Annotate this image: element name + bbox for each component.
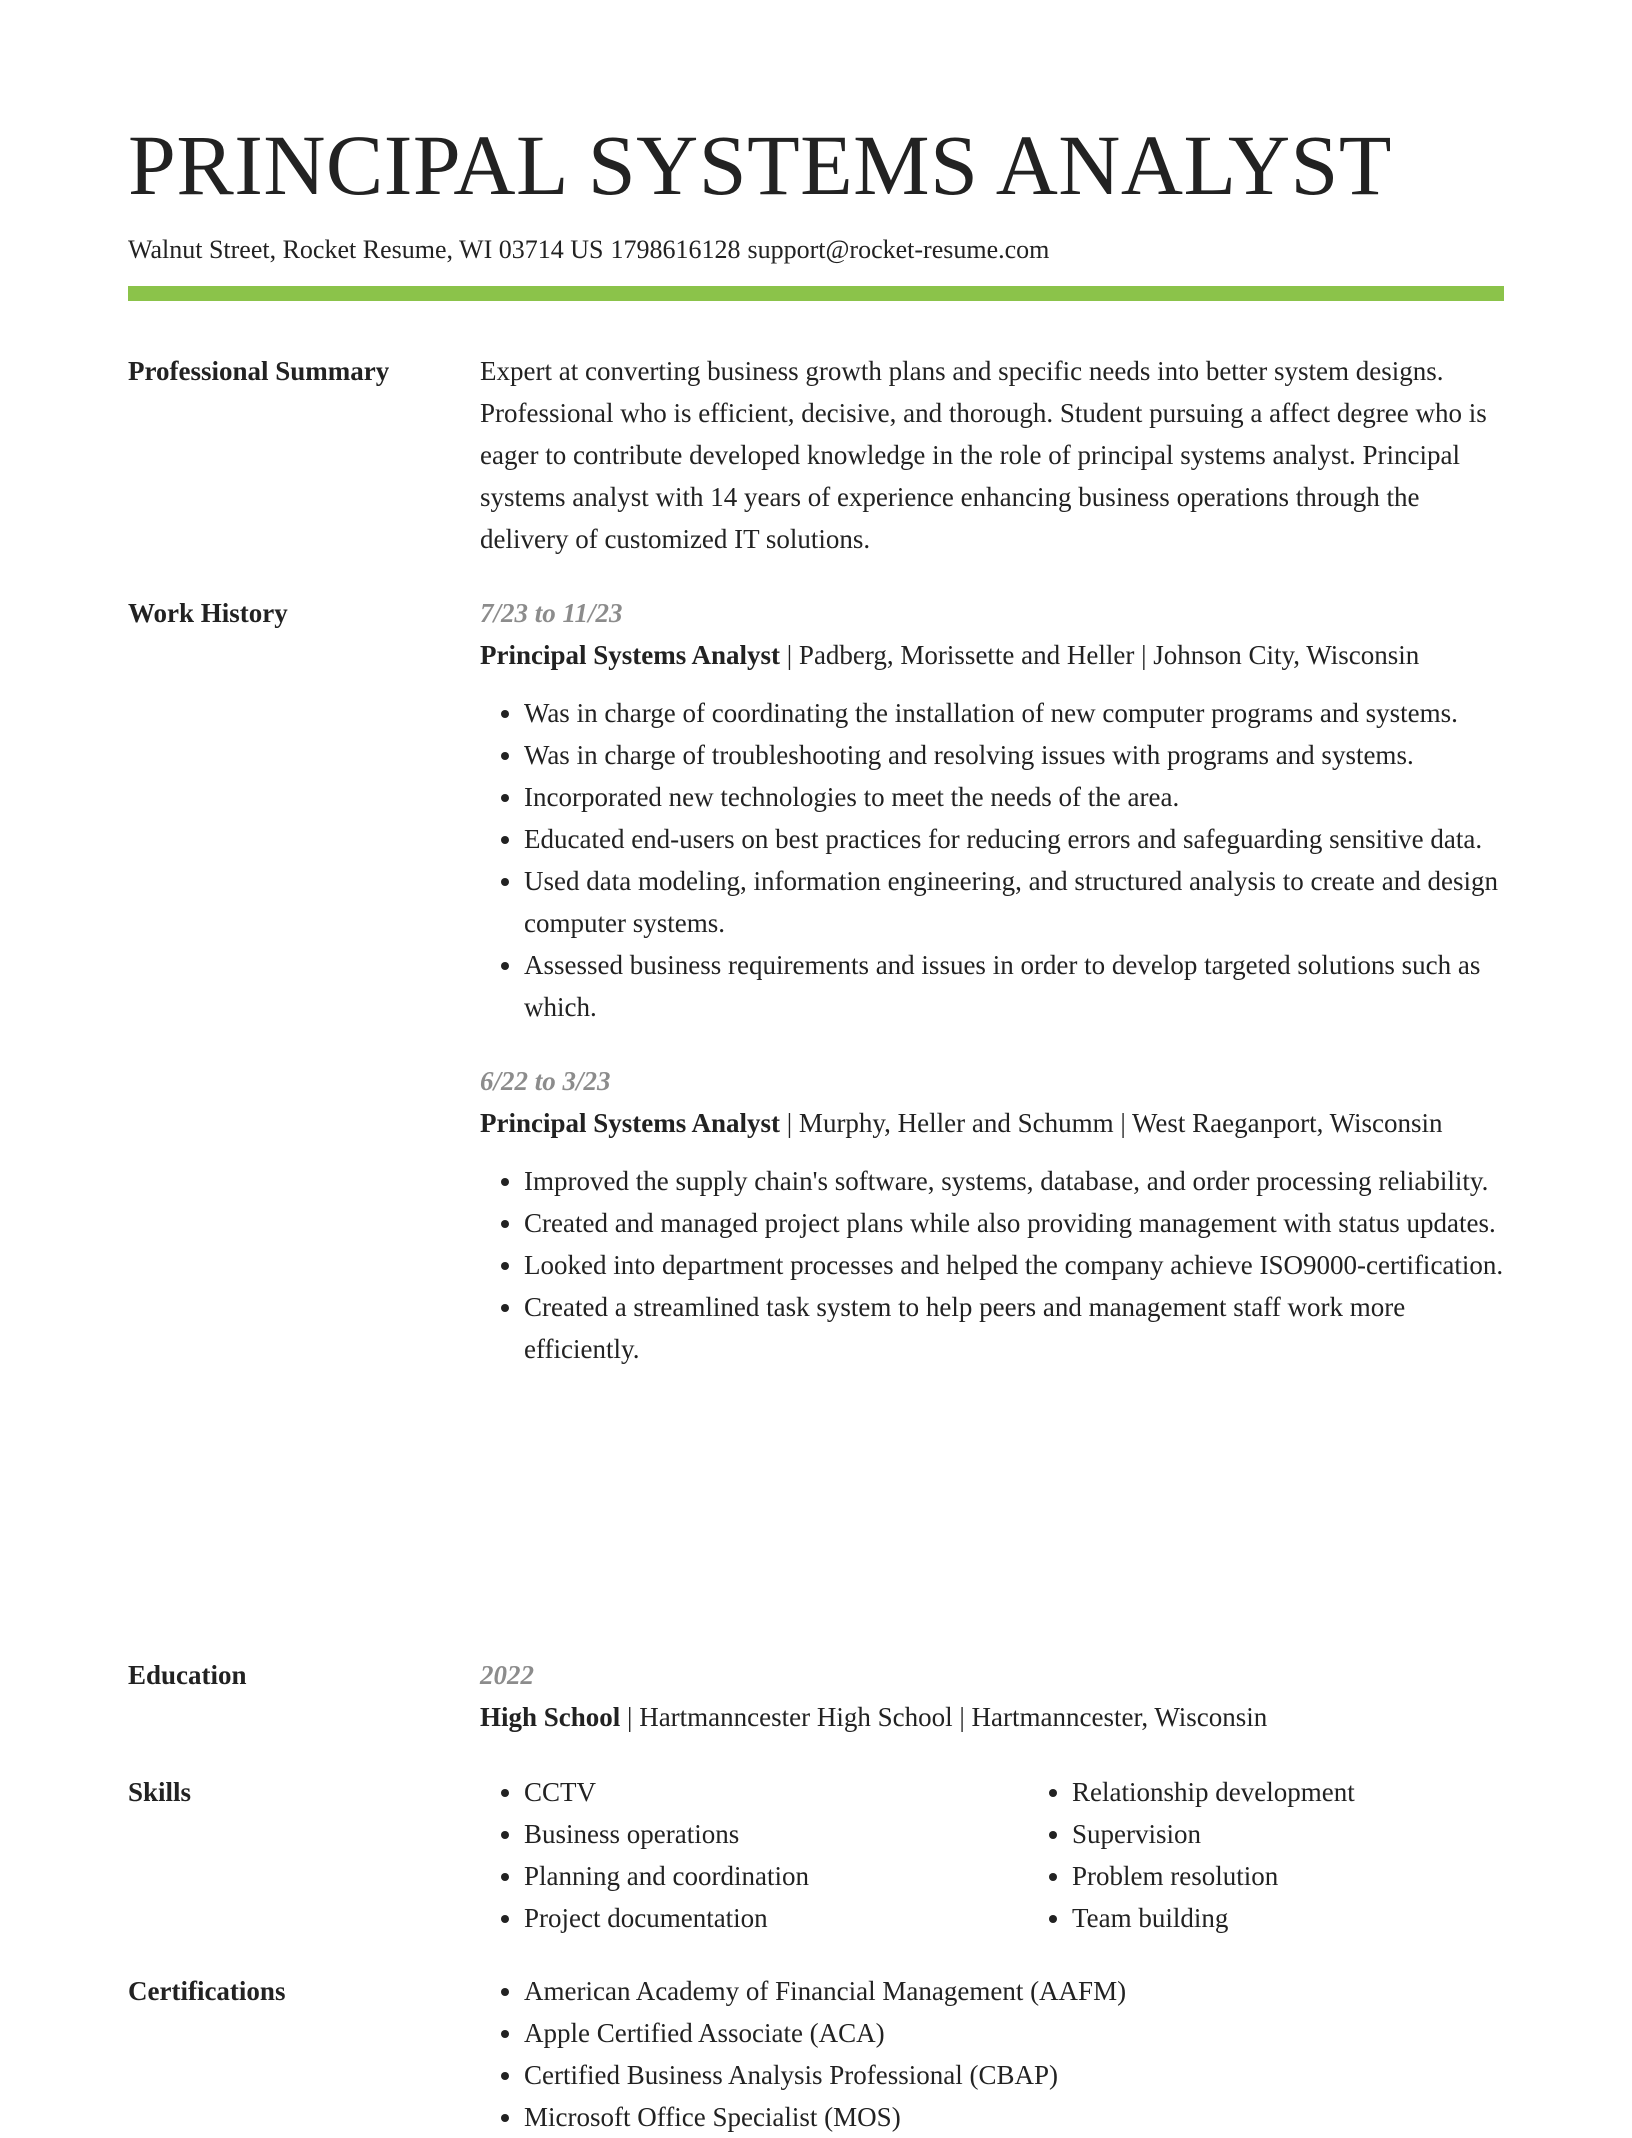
education-school-location: | Hartmanncester High School | Hartmanncester, Wisconsin <box>620 1702 1268 1732</box>
section-label-education: Education <box>128 1660 247 1690</box>
list-item: • American Academy of Financial Management (AAFM) <box>524 1970 1504 2012</box>
education-body <box>480 1654 1504 1738</box>
list-item: • Assessed business requirements and issues in order to develop targeted solutions such as which. <box>524 944 1504 1028</box>
certifications-body <box>480 1970 1504 2138</box>
skills-list-right <box>1028 1771 1532 1939</box>
list-item: • Educated end-users on best practices for reducing errors and safeguarding sensitive data. <box>524 818 1504 860</box>
job-employer-location: | Padberg, Morissette and Heller | Johnson City, Wisconsin <box>780 640 1420 670</box>
job-dates: 6/22 to 3/23 <box>480 1066 611 1096</box>
list-item: • Apple Certified Associate (ACA) <box>524 2012 1504 2054</box>
job-heading <box>480 634 1504 676</box>
job-bullets <box>480 692 1504 1028</box>
header-divider <box>128 286 1504 301</box>
list-item: • CCTV <box>524 1771 984 1813</box>
education-heading <box>480 1696 1504 1738</box>
list-item: • Improved the supply chain's software, systems, database, and order processing reliability. <box>524 1160 1504 1202</box>
list-item: • Created and managed project plans while also providing management with status updates. <box>524 1202 1504 1244</box>
skills-list-left <box>480 1771 984 1939</box>
resume-title: PRINCIPAL SYSTEMS ANALYST <box>128 117 1392 213</box>
summary-text: Expert at converting business growth plans and specific needs into better system designs. Professional who is efficient, decisive, and thorough. Student pursuing a affect degree who is eager to contribute developed knowledge in the role of principal systems analyst. Principal systems analyst with 14 years of experience enhancing business operations through the delivery of customized IT solutions. <box>480 356 1487 554</box>
list-item: • Microsoft Office Specialist (MOS) <box>524 2096 1504 2138</box>
list-item: • Was in charge of coordinating the installation of new computer programs and systems. <box>524 692 1504 734</box>
job-entry <box>480 592 1504 1028</box>
list-item: • Used data modeling, information engineering, and structured analysis to create and design computer systems. <box>524 860 1504 944</box>
job-heading <box>480 1102 1504 1144</box>
job-entry <box>480 1060 1504 1370</box>
list-item: • Incorporated new technologies to meet the needs of the area. <box>524 776 1504 818</box>
job-dates: 7/23 to 11/23 <box>480 598 623 628</box>
section-label-skills: Skills <box>128 1777 192 1807</box>
contact-email: support@rocket-resume.com <box>747 235 1050 264</box>
job-employer-location: | Murphy, Heller and Schumm | West Raeganport, Wisconsin <box>780 1108 1443 1138</box>
section-label-work-history: Work History <box>128 598 288 628</box>
list-item: • Planning and coordination <box>524 1855 984 1897</box>
list-item: • Looked into department processes and helped the company achieve ISO9000-certification. <box>524 1244 1504 1286</box>
list-item: • Created a streamlined task system to help peers and management staff work more efficiently. <box>524 1286 1504 1370</box>
work-history-body <box>480 592 1504 1370</box>
list-item: • Project documentation <box>524 1897 984 1939</box>
list-item: • Certified Business Analysis Professional (CBAP) <box>524 2054 1504 2096</box>
certifications-list <box>480 1970 1504 2138</box>
education-year: 2022 <box>480 1660 534 1690</box>
list-item: • Was in charge of troubleshooting and resolving issues with programs and systems. <box>524 734 1504 776</box>
section-label-certifications: Certifications <box>128 1976 286 2006</box>
job-title: Principal Systems Analyst <box>480 640 781 670</box>
list-item: • Team building <box>1072 1897 1532 1939</box>
summary-body <box>480 350 1504 560</box>
contact-phone: 1798616128 <box>610 235 741 264</box>
contact-address: Walnut Street, Rocket Resume, WI 03714 US <box>128 235 604 264</box>
list-item: • Problem resolution <box>1072 1855 1532 1897</box>
job-bullets <box>480 1160 1504 1370</box>
contact-line <box>128 232 1049 268</box>
section-label-summary: Professional Summary <box>128 356 390 386</box>
list-item: • Relationship development <box>1072 1771 1532 1813</box>
education-degree: High School <box>480 1702 621 1732</box>
skills-body <box>480 1771 1504 1939</box>
job-title: Principal Systems Analyst <box>480 1108 781 1138</box>
list-item: • Supervision <box>1072 1813 1532 1855</box>
list-item: • Business operations <box>524 1813 984 1855</box>
skills-columns <box>480 1771 1504 1939</box>
